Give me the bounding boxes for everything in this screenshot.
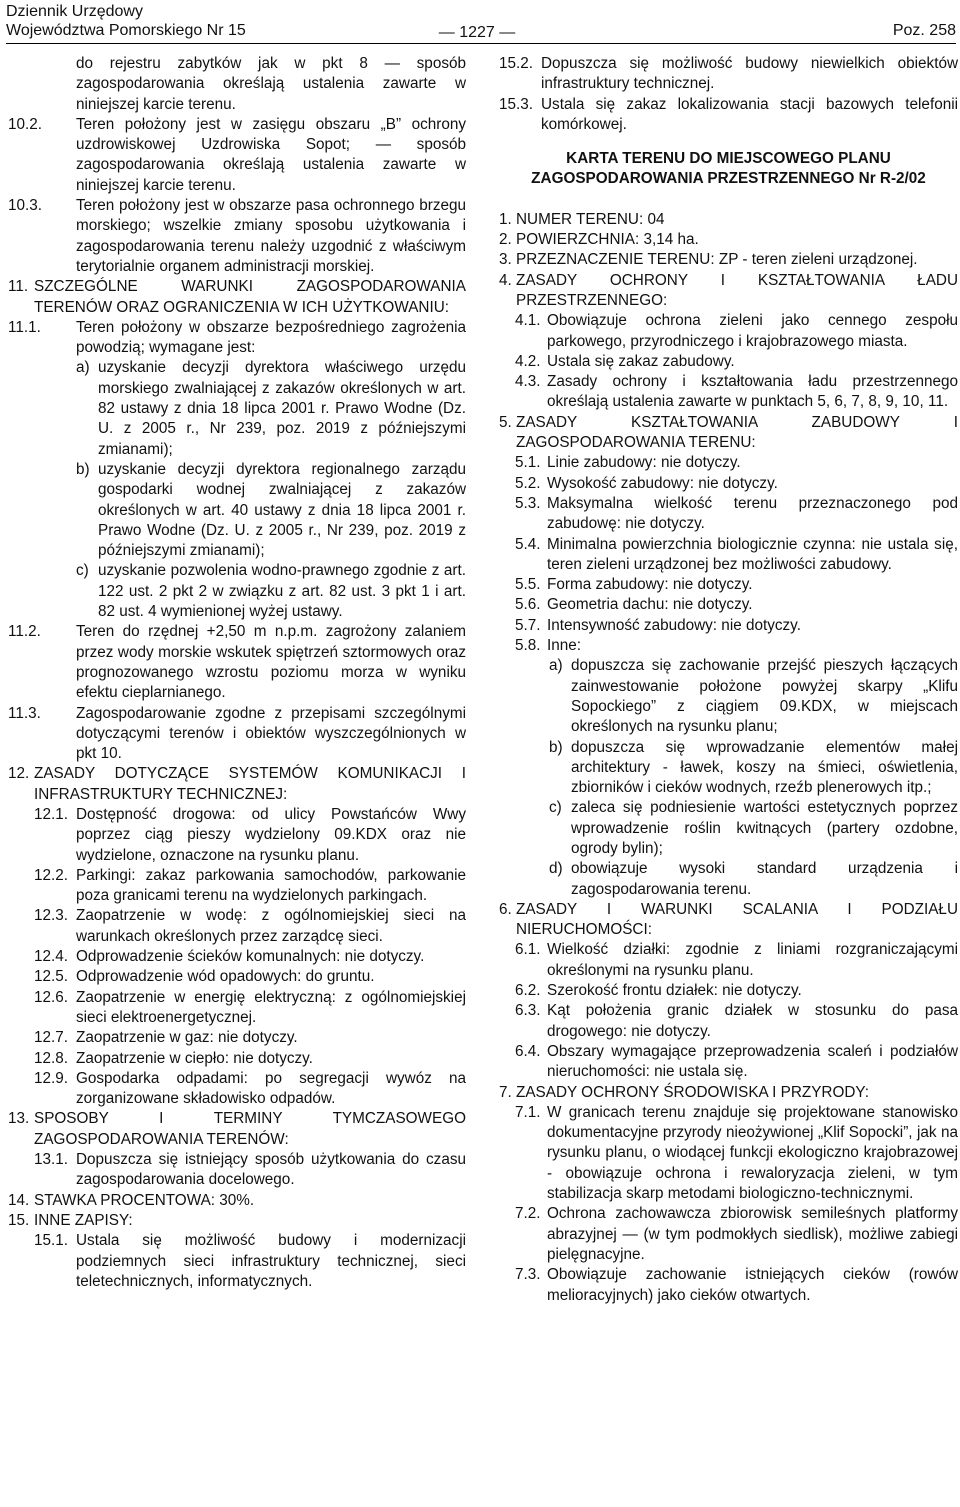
- paragraph: [499, 474, 958, 494]
- paragraph: [499, 636, 958, 656]
- paragraph: [499, 981, 958, 1001]
- item-number: 12.4.: [34, 948, 69, 966]
- item-number: 10.3.: [8, 197, 43, 215]
- item-text: Dopuszcza się istniejący sposób użytkowania do czasu zagospodarowania docelowego.: [76, 1151, 466, 1189]
- item-number: 5.: [499, 413, 512, 431]
- item-text: Ustala się zakaz lokalizowania stacji bazowych telefonii komórkowej.: [541, 95, 958, 133]
- item-text: ZASADY OCHRONY ŚRODOWISKA I PRZYRODY:: [516, 1083, 870, 1101]
- item-number: 5.3.: [515, 494, 541, 512]
- paragraph: [8, 866, 466, 907]
- item-text: Dopuszcza się możliwość budowy niewielkich obiektów infrastruktury technicznej.: [541, 55, 958, 93]
- item-number: 12.8.: [34, 1049, 69, 1067]
- item-text: uzyskanie pozwolenia wodno-prawnego zgodnie z art. 122 ust. 2 pkt 2 w związku z art. 82 ust. 3 pkt 1 i art. 82 ust. 4 wymienionej wyżej ustawy.: [98, 562, 466, 621]
- publication-title: Dziennik Urzędowy: [6, 3, 143, 20]
- item-number: 4.1.: [515, 312, 541, 330]
- item-text: Teren położony jest w zasięgu obszaru „B” ochrony uzdrowiskowej Uzdrowiska Sopot; — sposób zagospodarowania określają ustalenia zawarte w niniejszej karcie terenu.: [76, 115, 466, 194]
- item-number: 12.2.: [34, 866, 69, 884]
- paragraph: [499, 413, 958, 454]
- right-column: [499, 54, 958, 1306]
- item-number: 6.4.: [515, 1042, 541, 1060]
- item-text: Obowiązuje ochrona zieleni jako cennego zespołu parkowego, przyrodniczego i krajobrazowego miasta.: [547, 312, 958, 350]
- item-text: POWIERZCHNIA: 3,14 ha.: [516, 231, 699, 249]
- paragraph: [499, 738, 958, 799]
- item-text: Zasady ochrony i kształtowania ładu przestrzennego określają ustalenia zawarte w punktach 5, 6, 7, 8, 9, 10, 11.: [547, 373, 958, 411]
- item-number: 7.1.: [515, 1103, 541, 1121]
- item-number: 11.: [8, 278, 29, 296]
- item-number: 5.4.: [515, 535, 541, 553]
- item-number: 2.: [499, 231, 512, 249]
- item-number: b): [549, 738, 563, 756]
- item-text: uzyskanie decyzji dyrektora właściwego urzędu morskiego zwalniającej z zakazów określonych w art. 82 ustawy z dnia 18 lipca 2001 r. Prawo Wodne (Dz. U. z 2005 r., Nr 239, poz. 2019 z późniejszymi zmianami);: [98, 359, 466, 458]
- paragraph: [8, 1150, 466, 1191]
- paragraph: [8, 1191, 466, 1211]
- item-text: Teren do rzędnej +2,50 m n.p.m. zagrożony zalaniem przez wody morskie wskutek spiętrzeń sztormowych oraz prognozowanego wzrostu poziomu morza w wyniku efektu cieplarnianego.: [76, 623, 466, 702]
- item-number: 15.2.: [499, 55, 534, 72]
- item-number: 5.6.: [515, 596, 541, 614]
- paragraph: [8, 561, 466, 622]
- item-number: 11.2.: [8, 623, 41, 641]
- paragraph: [499, 656, 958, 737]
- item-number: 11.1.: [8, 318, 41, 336]
- item-number: 15.1.: [34, 1232, 69, 1250]
- item-text: do rejestru zabytków jak w pkt 8 — sposób zagospodarowania określają ustalenia zawarte w niniejszej karcie terenu.: [76, 55, 466, 113]
- item-number: 6.: [499, 900, 512, 918]
- paragraph: [8, 115, 466, 196]
- paragraph: [8, 358, 466, 459]
- paragraph: [8, 1028, 466, 1048]
- item-number: b): [76, 460, 90, 478]
- publication-subtitle: Województwa Pomorskiego Nr 15: [6, 22, 246, 39]
- position-number: Poz. 258: [892, 22, 956, 39]
- item-text: Teren położony w obszarze bezpośredniego zagrożenia powodzią; wymagane jest:: [76, 318, 466, 357]
- paragraph: [499, 859, 958, 900]
- paragraph: [499, 1042, 958, 1083]
- item-number: 13.1.: [34, 1151, 69, 1169]
- item-number: 12.9.: [34, 1069, 69, 1087]
- page-number: — 1227 —: [438, 24, 516, 41]
- paragraph: [499, 1265, 958, 1306]
- paragraph: [499, 54, 958, 95]
- paragraph: [8, 764, 466, 805]
- item-text: dopuszcza się wprowadzanie elementów małej architektury - ławek, koszy na śmieci, oświetlenia, zbiorników i cieków wodnych, rzeźb plenerowych itp.;: [571, 738, 958, 797]
- item-text: Minimalna powierzchnia biologicznie czynna: nie ustala się, teren zieleni urządzonej bez możliwości zabudowy.: [547, 535, 958, 573]
- paragraph: [8, 54, 466, 115]
- paragraph: [8, 1211, 466, 1231]
- paragraph: [499, 900, 958, 941]
- section-heading: KARTA TERENU DO MIEJSCOWEGO PLANU ZAGOSPODAROWANIA PRZESTRZENNEGO Nr R-2/02: [531, 150, 926, 188]
- item-text: Intensywność zabudowy: nie dotyczy.: [547, 616, 801, 634]
- paragraph: [499, 940, 958, 981]
- item-number: c): [76, 562, 89, 580]
- paragraph: [8, 1049, 466, 1069]
- paragraph: [499, 250, 958, 270]
- item-text: Ochrona zachowawcza zbiorowisk semileśnych platformy abrazyjnej — (w tym podmokłych siedlisk), możliwe zabiegi pielęgnacyjne.: [547, 1205, 958, 1263]
- item-text: Zaopatrzenie w gaz: nie dotyczy.: [76, 1029, 298, 1047]
- item-number: 5.7.: [515, 616, 541, 634]
- item-number: 6.1.: [515, 941, 541, 959]
- item-text: Kąt położenia granic działek w stosunku do pasa drogowego: nie dotyczy.: [547, 1002, 958, 1040]
- item-number: 12.1.: [34, 805, 69, 823]
- item-text: obowiązuje wysoki standard urządzenia i zagospodarowania terenu.: [571, 860, 958, 898]
- item-text: Linie zabudowy: nie dotyczy.: [547, 454, 741, 472]
- paragraph: [499, 1204, 958, 1265]
- item-text: Zagospodarowanie zgodne z przepisami szczególnymi dotyczącymi terenów i obiektów wyszczególnionych w pkt 10.: [76, 704, 466, 763]
- item-number: a): [549, 657, 563, 675]
- item-number: 15.: [8, 1211, 30, 1229]
- item-text: NUMER TERENU: 04: [516, 210, 665, 228]
- item-text: Teren położony jest w obszarze pasa ochronnego brzegu morskiego; wszelkie zmiany sposobu użytkowania i zagospodarowania terenu należy uzgodnić z właściwym terytorialnie organem administracji morskiej.: [76, 197, 466, 275]
- item-text: Ustala się możliwość budowy i modernizacji podziemnych sieci infrastruktury technicznej, sieci teletechnicznych, informatycznych.: [76, 1232, 466, 1290]
- item-text: Zaopatrzenie w energię elektryczną: z ogólnomiejskiej sieci elektroenergetycznej.: [76, 988, 466, 1026]
- paragraph: [499, 595, 958, 615]
- paragraph: [8, 622, 466, 703]
- item-number: 4.: [499, 271, 512, 289]
- item-number: 5.8.: [515, 637, 541, 655]
- paragraph: [8, 1109, 466, 1150]
- paragraph: [499, 1103, 958, 1204]
- item-text: Obowiązuje zachowanie istniejących cieków (rowów melioracyjnych) jako cieków otwartych.: [547, 1266, 958, 1304]
- item-text: Forma zabudowy: nie dotyczy.: [547, 576, 753, 594]
- paragraph: [499, 95, 958, 136]
- item-text: Geometria dachu: nie dotyczy.: [547, 596, 753, 614]
- paragraph: [8, 460, 466, 561]
- paragraph: [8, 277, 466, 318]
- item-number: 12.7.: [34, 1029, 69, 1047]
- item-number: 4.2.: [515, 352, 541, 370]
- item-text: SPOSOBY I TERMINY TYMCZASOWEGO ZAGOSPODAROWANIA TERENÓW:: [34, 1110, 466, 1148]
- item-number: 7.: [499, 1083, 512, 1101]
- item-text: STAWKA PROCENTOWA: 30%.: [34, 1191, 255, 1209]
- paragraph: [499, 798, 958, 859]
- paragraph: [499, 616, 958, 636]
- item-number: 5.1.: [515, 454, 541, 472]
- paragraph: [499, 494, 958, 535]
- item-text: Gospodarka odpadami: po segregacji wywóz na zorganizowane składowisko odpadów.: [76, 1069, 466, 1108]
- page-header: [6, 2, 956, 42]
- paragraph: [8, 967, 466, 987]
- item-text: ZASADY OCHRONY I KSZTAŁTOWANIA ŁADU PRZESTRZENNEGO:: [516, 271, 958, 309]
- item-number: 12.: [8, 765, 30, 783]
- item-number: 12.5.: [34, 968, 69, 986]
- item-number: 11.3.: [8, 704, 41, 722]
- item-number: d): [549, 860, 563, 878]
- item-text: Parkingi: zakaz parkowania samochodów, parkowanie poza granicami terenu na wydzielonych parkingach.: [76, 866, 466, 905]
- item-text: Wysokość zabudowy: nie dotyczy.: [547, 474, 778, 492]
- item-number: 7.3.: [515, 1266, 541, 1284]
- item-text: Maksymalna wielkość terenu przeznaczonego pod zabudowę: nie dotyczy.: [547, 494, 958, 533]
- item-text: Odprowadzenie ścieków komunalnych: nie dotyczy.: [76, 948, 425, 966]
- item-number: 13.: [8, 1110, 30, 1128]
- paragraph: [499, 271, 958, 312]
- item-text: Szerokość frontu działek: nie dotyczy.: [547, 982, 802, 1000]
- paragraph: [499, 453, 958, 473]
- item-text: Obszary wymagające przeprowadzenia scaleń i podziałów nieruchomości: nie ustala się.: [547, 1042, 958, 1081]
- paragraph: [499, 535, 958, 576]
- item-number: 12.3.: [34, 907, 69, 925]
- item-number: 4.3.: [515, 373, 541, 391]
- item-text: INNE ZAPISY:: [34, 1211, 133, 1229]
- item-number: 1.: [499, 210, 512, 228]
- paragraph: [8, 906, 466, 947]
- item-text: ZASADY I WARUNKI SCALANIA I PODZIAŁU NIERUCHOMOŚCI:: [516, 900, 958, 939]
- item-number: a): [76, 359, 90, 377]
- paragraph: [8, 1231, 466, 1292]
- item-text: ZASADY DOTYCZĄCE SYSTEMÓW KOMUNIKACJI I INFRASTRUKTURY TECHNICZNEJ:: [34, 765, 466, 803]
- item-number: c): [549, 799, 562, 817]
- paragraph: [499, 575, 958, 595]
- item-number: 15.3.: [499, 95, 534, 113]
- item-text: Odprowadzenie wód opadowych: do gruntu.: [76, 968, 375, 986]
- paragraph: [499, 352, 958, 372]
- paragraph: [499, 311, 958, 352]
- item-text: Inne:: [547, 637, 582, 655]
- paragraph: [499, 230, 958, 250]
- paragraph: [8, 805, 466, 866]
- paragraph: [499, 210, 958, 230]
- item-number: 5.5.: [515, 576, 541, 594]
- item-number: 6.2.: [515, 982, 541, 1000]
- item-text: zaleca się podniesienie wartości estetycznych poprzez wprowadzenie roślin kwitnących (partery ozdobne, ogrody bylin);: [571, 799, 958, 857]
- item-number: 6.3.: [515, 1002, 541, 1020]
- item-text: Ustala się zakaz zabudowy.: [547, 352, 735, 370]
- item-text: Dostępność drogowa: od ulicy Powstańców Wwy poprzez ciąg pieszy wydzielony 09.KDX oraz nie wydzielone, oznaczone na rysunku planu.: [76, 805, 466, 864]
- item-number: 14.: [8, 1191, 30, 1209]
- item-number: 10.2.: [8, 115, 43, 133]
- item-text: uzyskanie decyzji dyrektora regionalnego zarządu gospodarki wodnej zwalniającej z zakazów określonych w art. 40 ustawy z dnia 18 lipca 2001 r. Prawo Wodne (Dz. U. z 2005 r., Nr 239, poz. 2019 z późniejszymi zmianami);: [98, 460, 466, 560]
- paragraph: [8, 318, 466, 359]
- item-text: Wielkość działki: zgodnie z liniami rozgraniczającymi określonymi na rysunku planu.: [547, 941, 958, 979]
- paragraph: [499, 1083, 958, 1103]
- item-text: dopuszcza się zachowanie przejść pieszych łączących zainwestowanie położone powyżej skarpy „Klifu Sopockiego” z ciągiem 09.KDX, w miejscach określonych na rysunku planu;: [571, 657, 958, 736]
- item-number: 12.6.: [34, 988, 69, 1006]
- paragraph: [8, 196, 466, 277]
- paragraph: [8, 704, 466, 765]
- paragraph: [8, 988, 466, 1029]
- left-column: [8, 54, 466, 1292]
- item-text: W granicach terenu znajduje się projektowane stanowisko dokumentacyjne przyrody nieożywionej „Klif Sopocki”, jak na rysunku planu, o wiodącej funkcji ekologiczno krajobrazowej - obowiązuje ochrona i rewaloryzacja zieleni, w tym stabilizacja skarp metodami biologiczno-technicznymi.: [547, 1103, 958, 1203]
- item-number: 3.: [499, 251, 512, 269]
- item-number: 5.2.: [515, 474, 541, 492]
- item-text: Zaopatrzenie w ciepło: nie dotyczy.: [76, 1049, 313, 1067]
- item-text: PRZEZNACZENIE TERENU: ZP - teren zieleni urządzonej.: [516, 251, 918, 269]
- item-text: SZCZEGÓLNE WARUNKI ZAGOSPODAROWANIA TERENÓW ORAZ OGRANICZENIA W ICH UŻYTKOWANIU:: [34, 278, 466, 316]
- paragraph: [8, 1069, 466, 1110]
- item-text: Zaopatrzenie w wodę: z ogólnomiejskiej sieci na warunkach określonych przez zarządcę sieci.: [76, 907, 466, 945]
- paragraph: [499, 372, 958, 413]
- item-number: 7.2.: [515, 1205, 541, 1223]
- item-text: ZASADY KSZTAŁTOWANIA ZABUDOWY I ZAGOSPODAROWANIA TERENU:: [516, 413, 958, 452]
- paragraph: [499, 1001, 958, 1042]
- paragraph: [8, 947, 466, 967]
- header-rule: [6, 43, 956, 44]
